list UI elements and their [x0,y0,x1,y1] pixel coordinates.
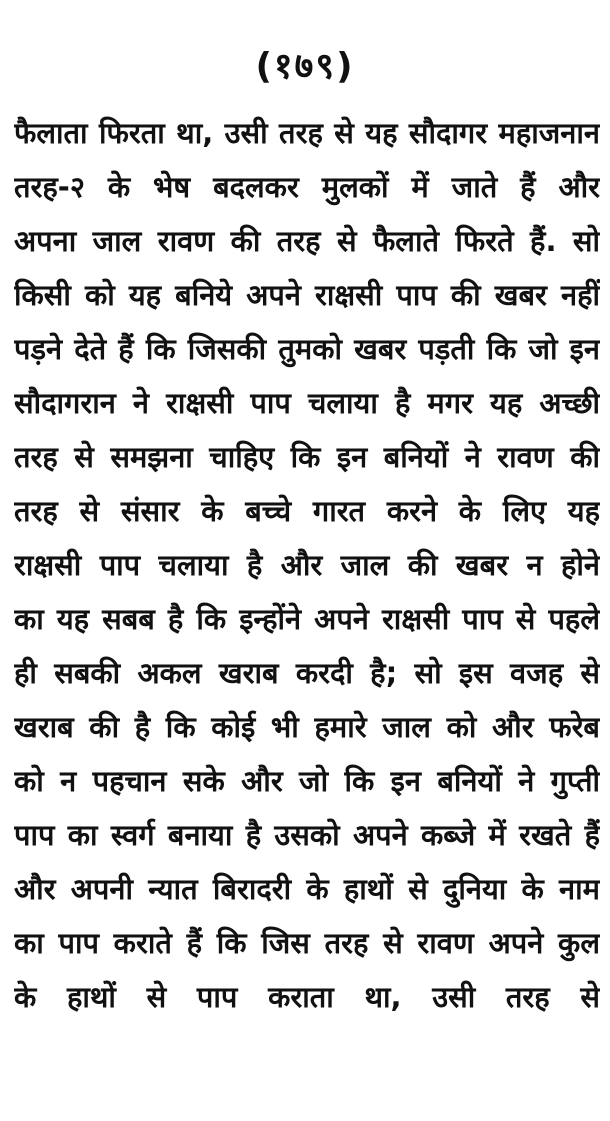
text-line: तरह-२ के भेष बदलकर मुलकों में जाते हैं और [14,170,600,204]
text-line: के हाथों से पाप कराता था, उसी तरह से [14,980,600,1014]
text-line: राक्षसी पाप चलाया है और जाल की खबर न होने [14,548,600,582]
text-line: को न पहचान सके और जो कि इन बनियों ने गुप्ती [14,764,600,798]
text-line: खराब की है कि कोई भी हमारे जाल को और फरेब [14,710,600,744]
body-text [14,106,600,1024]
text-line: तरह से संसार के बच्चे गारत करने के लिए यह [14,494,600,528]
text-line: अपना जाल रावण की तरह से फैलाते फिरते हैं. सो [14,224,600,258]
page-number: (१७९) [255,46,355,87]
text-line: और अपनी न्यात बिरादरी के हाथों से दुनिया के नाम [14,872,600,906]
text-line: किसी को यह बनिये अपने राक्षसी पाप की खबर नहीं [14,278,600,312]
text-line: ही सबकी अकल खराब करदी है; सो इस वजह से [14,656,600,690]
text-line: का पाप कराते हैं कि जिस तरह से रावण अपने कुल [14,926,600,960]
text-line: का यह सबब है कि इन्होंने अपने राक्षसी पाप से पहले [14,602,600,636]
text-line: पड़ने देते हैं कि जिसकी तुमको खबर पड़ती कि जो इन [14,332,600,366]
text-line: पाप का स्वर्ग बनाया है उसको अपने कब्जे में रखते हैं [14,818,600,852]
text-line: फैलाता फिरता था, उसी तरह से यह सौदागर महाजनान [14,116,600,150]
text-line: सौदागरान ने राक्षसी पाप चलाया है मगर यह अच्छी [14,386,600,420]
text-line: तरह से समझना चाहिए कि इन बनियों ने रावण की [14,440,600,474]
